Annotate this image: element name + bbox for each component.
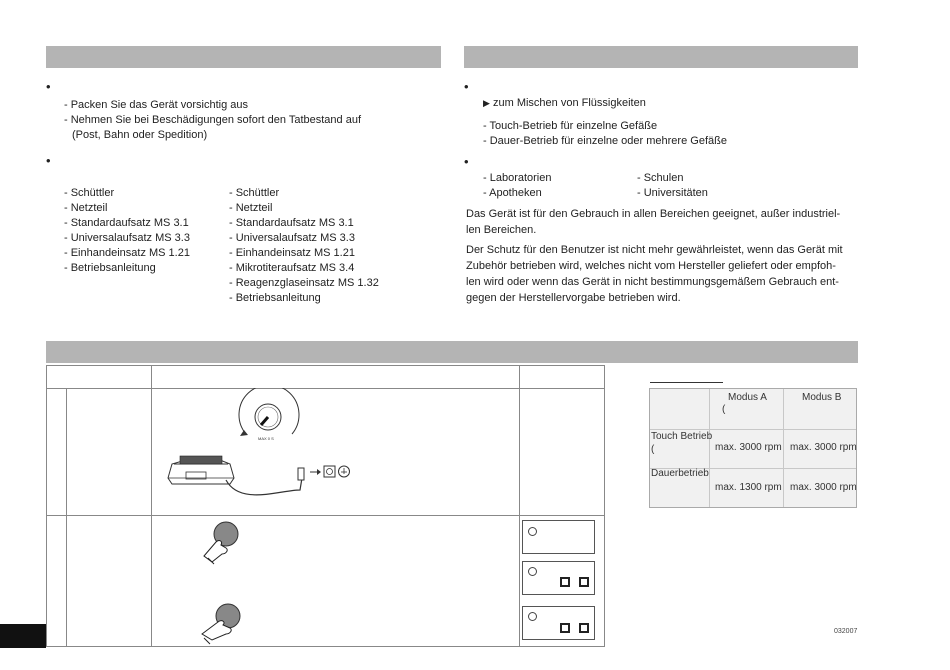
- indicator-light-icon: [528, 527, 537, 536]
- list-item: - Betriebsanleitung: [229, 292, 321, 304]
- triangle-right-icon: ▶: [483, 98, 490, 108]
- delivery-list-b: [229, 186, 379, 306]
- grid-col-line: [151, 365, 152, 647]
- indicator-panel-1: [522, 520, 595, 554]
- usage-line: Das Gerät ist für den Gebrauch in allen Bereichen geeignet, außer industriel-: [466, 208, 841, 220]
- mode-speed-table: [649, 388, 857, 508]
- indicator-panel-3: [522, 606, 595, 640]
- cell-touch-modus-b: max. 3000 rpm: [790, 442, 857, 453]
- table-col-line: [709, 389, 710, 507]
- display-square-icon: [560, 623, 570, 633]
- finger-press-illustration-2: [196, 600, 246, 646]
- place-left-2: - Apotheken: [483, 187, 542, 199]
- row-label-touch: Touch Betrieb: [651, 431, 713, 442]
- list-item: - Standardaufsatz MS 3.1: [229, 217, 354, 229]
- col-header-modus-b: Modus B: [802, 392, 842, 403]
- unpack-item-1: - Packen Sie das Gerät vorsichtig aus: [64, 99, 249, 111]
- grid-col-line: [519, 365, 520, 647]
- place-right-1: - Schulen: [637, 172, 684, 184]
- mode-item-2: - Dauer-Betrieb für einzelne oder mehrere Gefäße: [483, 135, 727, 147]
- indicator-panel-2: [522, 561, 595, 595]
- safety-line: Der Schutz für den Benutzer ist nicht mehr gewährleistet, wenn das Gerät mit: [466, 244, 843, 256]
- list-item: - Betriebsanleitung: [64, 262, 156, 274]
- mixing-item-label: zum Mischen von Flüssigkeiten: [492, 97, 646, 109]
- bullet-intended-use: •: [464, 79, 469, 94]
- display-square-icon: [579, 577, 589, 587]
- document-code: 032007: [834, 628, 858, 635]
- dial-label: MAX 0 S: [258, 436, 274, 441]
- place-right-2: - Universitäten: [637, 187, 708, 199]
- list-item: - Mikrotiteraufsatz MS 3.4: [229, 262, 355, 274]
- safety-line: gegen der Herstellervorgabe betrieben wird.: [466, 292, 681, 304]
- safety-paragraph: [466, 242, 858, 306]
- col-header-modus-a-sub: (: [722, 404, 726, 415]
- grid-header-line: [46, 388, 605, 389]
- table-caption-underline: [650, 382, 723, 383]
- list-item: - Netzteil: [229, 202, 273, 214]
- display-square-icon: [579, 623, 589, 633]
- delivery-list-a: [64, 186, 190, 276]
- table-col-line: [783, 389, 784, 507]
- list-item: - Einhandeinsatz MS 1.21: [64, 247, 190, 259]
- row-label-touch-sub: (: [651, 444, 655, 455]
- grid-top-line: [46, 365, 605, 366]
- grid-bottom-line: [46, 646, 605, 647]
- list-item: - Reagenzglaseinsatz MS 1.32: [229, 277, 379, 289]
- list-item: - Universalaufsatz MS 3.3: [229, 232, 355, 244]
- unpack-item-3: (Post, Bahn oder Spedition): [72, 129, 208, 141]
- speed-dial-illustration: [232, 388, 304, 446]
- list-item: - Schüttler: [64, 187, 115, 199]
- left-section-header-bar: [46, 46, 441, 68]
- grid-col-line: [46, 365, 47, 647]
- place-left-1: - Laboratorien: [483, 172, 552, 184]
- list-item: - Standardaufsatz MS 3.1: [64, 217, 189, 229]
- display-square-icon: [560, 577, 570, 587]
- grid-col-line: [66, 388, 67, 646]
- list-item: - Universalaufsatz MS 3.3: [64, 232, 190, 244]
- page-corner-tab: [0, 624, 46, 648]
- list-item: - Einhandeinsatz MS 1.21: [229, 247, 355, 259]
- usage-line: len Bereichen.: [466, 224, 537, 236]
- cell-continuous-modus-a: max. 1300 rpm: [715, 482, 782, 493]
- operation-section-header-bar: [46, 341, 858, 363]
- right-section-header-bar: [464, 46, 858, 68]
- unpack-item-2: - Nehmen Sie bei Beschädigungen sofort den Tatbestand auf: [64, 114, 361, 126]
- grid-col-line: [604, 365, 605, 647]
- indicator-light-icon: [528, 612, 537, 621]
- indicator-light-icon: [528, 567, 537, 576]
- cell-touch-modus-a: max. 3000 rpm: [715, 442, 782, 453]
- list-item: - Schüttler: [229, 187, 280, 199]
- safety-line: len wird oder wenn das Gerät in nicht bestimmungsgemäßem Gebrauch ent-: [466, 276, 839, 288]
- safety-line: Zubehör betrieben wird, welches nicht vom Hersteller geliefert oder empfoh-: [466, 260, 836, 272]
- finger-press-illustration-1: [196, 518, 244, 566]
- col-header-modus-a: Modus A: [728, 392, 767, 403]
- grid-row-line: [46, 515, 605, 516]
- usage-paragraph: [466, 206, 858, 238]
- bullet-scope-of-delivery: •: [46, 153, 51, 168]
- shaker-device-illustration: [160, 450, 360, 510]
- list-item: - Netzteil: [64, 202, 108, 214]
- table-row-line: [650, 429, 856, 430]
- bullet-application-areas: •: [464, 154, 469, 169]
- row-label-continuous: Dauerbetrieb: [651, 468, 709, 479]
- bullet-unpacking: •: [46, 79, 51, 94]
- mixing-item: [483, 96, 646, 111]
- cell-continuous-modus-b: max. 3000 rpm: [790, 482, 857, 493]
- mode-item-1: - Touch-Betrieb für einzelne Gefäße: [483, 120, 658, 132]
